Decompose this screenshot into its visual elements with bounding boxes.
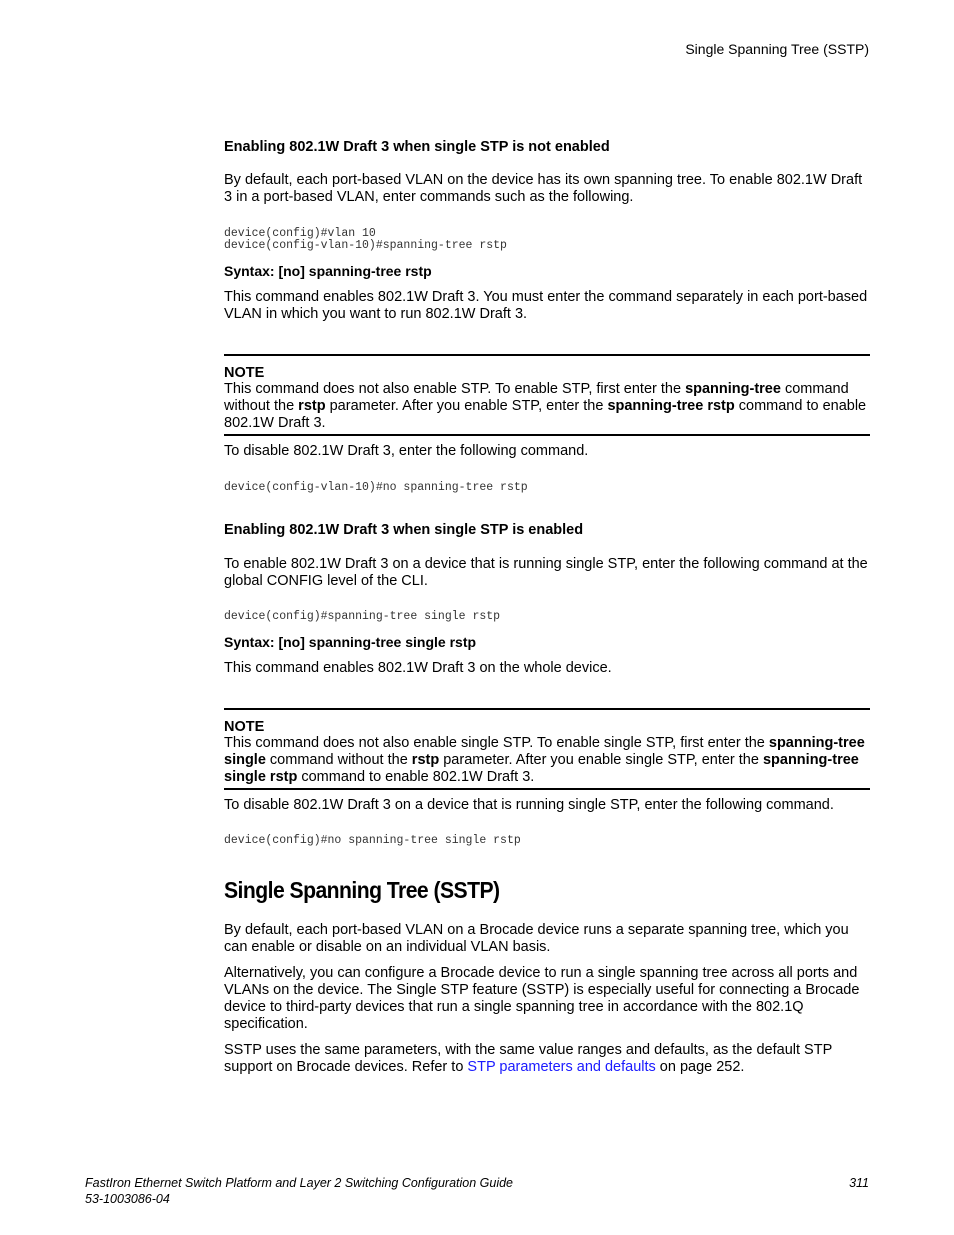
syntax-line: Syntax: [no] spanning-tree rstp (224, 263, 432, 279)
note-text: This command does not also enable single STP. To enable single STP, first enter the spanning-tree single command without the rstp parameter. After you enable single STP, enter the spanning-tree single rstp command to enable 802.1W Draft 3. (224, 735, 865, 785)
paragraph: To enable 802.1W Draft 3 on a device that is running single STP, enter the following command at the global CONFIG level of the CLI. (224, 556, 868, 589)
paragraph: To disable 802.1W Draft 3 on a device that is running single STP, enter the following command. (224, 797, 834, 813)
note-box (224, 708, 870, 790)
section-title-sstp: Single Spanning Tree (SSTP) (224, 877, 500, 903)
code-block: device(config)#spanning-tree single rstp (224, 610, 501, 623)
note-title: NOTE (224, 365, 265, 381)
note-title: NOTE (224, 719, 265, 735)
paragraph-with-link: SSTP uses the same parameters, with the same value ranges and defaults, as the default STP support on Brocade devices. Refer to STP parameters and defaults on page 252. (224, 1042, 832, 1075)
code-block: device(config-vlan-10)#no spanning-tree rstp (224, 481, 528, 494)
footer-doc-info (85, 1175, 513, 1207)
paragraph: Alternatively, you can configure a Brocade device to run a single spanning tree across all ports and VLANs on the device. The Single STP feature (SSTP) is especially useful for connecting a Brocade device to third-party devices that run a single spanning tree in accordance with the 802.1Q specification. (224, 965, 860, 1032)
footer-doc-title: FastIron Ethernet Switch Platform and Layer 2 Switching Configuration Guide (85, 1176, 513, 1190)
note-box (224, 354, 870, 436)
footer-doc-number: 53-1003086-04 (85, 1192, 170, 1206)
page-number: 311 (849, 1176, 869, 1190)
running-header: Single Spanning Tree (SSTP) (685, 41, 869, 57)
stp-parameters-link[interactable]: STP parameters and defaults (467, 1059, 656, 1075)
code-block: device(config)#no spanning-tree single rstp (224, 834, 521, 847)
section-heading-not-enabled: Enabling 802.1W Draft 3 when single STP is not enabled (224, 139, 610, 155)
paragraph: To disable 802.1W Draft 3, enter the following command. (224, 443, 589, 459)
syntax-line: Syntax: [no] spanning-tree single rstp (224, 634, 477, 650)
paragraph: This command enables 802.1W Draft 3. You must enter the command separately in each port-based VLAN in which you want to run 802.1W Draft 3. (224, 289, 868, 322)
paragraph: By default, each port-based VLAN on the device has its own spanning tree. To enable 802.1W Draft 3 in a port-based VLAN, enter commands such as the following. (224, 172, 863, 205)
paragraph: This command enables 802.1W Draft 3 on the whole device. (224, 660, 612, 676)
note-text: This command does not also enable STP. To enable STP, first enter the spanning-tree command without the rstp parameter. After you enable STP, enter the spanning-tree rstp command to enable 802.1W Draft 3. (224, 381, 867, 431)
paragraph: By default, each port-based VLAN on a Brocade device runs a separate spanning tree, which you can enable or disable on an individual VLAN basis. (224, 922, 849, 955)
section-heading-enabled: Enabling 802.1W Draft 3 when single STP is enabled (224, 522, 584, 538)
code-block: device(config)#vlan 10 device(config-vlan-10)#spanning-tree rstp (224, 227, 507, 252)
